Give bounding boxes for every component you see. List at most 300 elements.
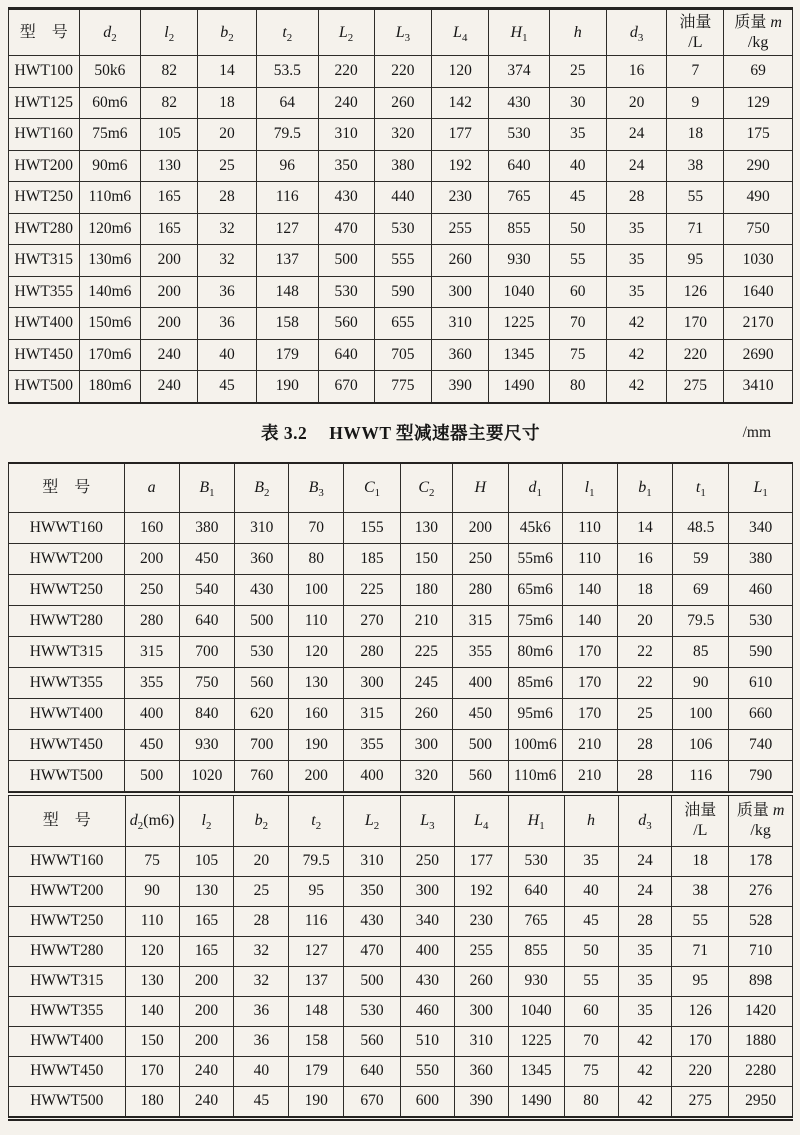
value-cell: 170 [562, 698, 617, 729]
value-cell: 45 [234, 1086, 289, 1118]
value-cell: 59 [673, 543, 729, 574]
value-cell: 210 [400, 605, 452, 636]
value-cell: 250 [452, 543, 508, 574]
value-cell: 126 [667, 276, 724, 308]
value-cell: 245 [400, 667, 452, 698]
value-cell: 790 [729, 760, 793, 791]
value-cell: 155 [344, 512, 401, 543]
value-cell: 100m6 [508, 729, 562, 760]
model-cell: HWT450 [9, 339, 80, 371]
value-cell: 82 [141, 56, 198, 88]
value-cell: 177 [432, 119, 489, 151]
value-cell: 18 [617, 574, 673, 605]
model-cell: HWT500 [9, 371, 80, 403]
value-cell: 240 [318, 87, 374, 119]
value-cell: 440 [374, 182, 432, 214]
value-cell: 200 [141, 308, 198, 340]
value-cell: 360 [454, 1056, 508, 1086]
value-cell: 275 [667, 371, 724, 403]
value-cell: 230 [432, 182, 489, 214]
value-cell: 25 [234, 876, 289, 906]
value-cell: 35 [618, 936, 672, 966]
column-header: $t_1$ [673, 463, 729, 513]
table-row [9, 876, 793, 906]
table-row [9, 1056, 793, 1086]
value-cell: 45 [198, 371, 257, 403]
model-cell: HWT100 [9, 56, 80, 88]
value-cell: 120 [125, 936, 179, 966]
value-cell: 310 [318, 119, 374, 151]
value-cell: 53.5 [256, 56, 318, 88]
value-cell: 130 [400, 512, 452, 543]
value-cell: 75 [125, 846, 179, 876]
value-cell: 670 [344, 1086, 401, 1118]
model-cell: HWT315 [9, 245, 80, 277]
model-cell: HWWT450 [9, 729, 125, 760]
value-cell: 380 [179, 512, 235, 543]
value-cell: 1020 [179, 760, 235, 791]
value-cell: 50 [549, 213, 606, 245]
header-row [9, 9, 793, 56]
table-row [9, 87, 793, 119]
value-cell: 1420 [729, 996, 793, 1026]
value-cell: 1345 [489, 339, 550, 371]
value-cell: 95 [672, 966, 729, 996]
value-cell: 160 [124, 512, 179, 543]
table-row [9, 339, 793, 371]
value-cell: 110 [562, 543, 617, 574]
value-cell: 300 [400, 729, 452, 760]
value-cell: 25 [198, 150, 257, 182]
value-cell: 150 [125, 1026, 179, 1056]
value-cell: 40 [198, 339, 257, 371]
value-cell: 110 [125, 906, 179, 936]
model-cell: HWWT355 [9, 996, 126, 1026]
value-cell: 55 [564, 966, 618, 996]
column-header: 油量 /L [672, 794, 729, 847]
value-cell: 350 [344, 876, 401, 906]
value-cell: 1880 [729, 1026, 793, 1056]
value-cell: 2280 [729, 1056, 793, 1086]
value-cell: 20 [606, 87, 667, 119]
table-row [9, 846, 793, 876]
value-cell: 530 [344, 996, 401, 1026]
value-cell: 855 [489, 213, 550, 245]
value-cell: 25 [617, 698, 673, 729]
column-header: 质量 m /kg [729, 794, 793, 847]
column-header: 质量 m /kg [724, 9, 793, 56]
table-row [9, 936, 793, 966]
value-cell: 106 [673, 729, 729, 760]
table-row [9, 636, 793, 667]
table-row [9, 245, 793, 277]
value-cell: 32 [198, 213, 257, 245]
value-cell: 22 [617, 636, 673, 667]
value-cell: 130m6 [79, 245, 141, 277]
value-cell: 116 [673, 760, 729, 791]
value-cell: 200 [141, 245, 198, 277]
value-cell: 179 [289, 1056, 344, 1086]
value-cell: 170 [562, 667, 617, 698]
value-cell: 129 [724, 87, 793, 119]
table-row [9, 574, 793, 605]
value-cell: 400 [344, 760, 401, 791]
value-cell: 30 [549, 87, 606, 119]
value-cell: 75m6 [508, 605, 562, 636]
value-cell: 130 [179, 876, 234, 906]
value-cell: 700 [235, 729, 289, 760]
value-cell: 430 [400, 966, 454, 996]
table-caption-title: HWWT 型减速器主要尺寸 [329, 423, 541, 443]
value-cell: 7 [667, 56, 724, 88]
value-cell: 700 [179, 636, 235, 667]
value-cell: 79.5 [289, 846, 344, 876]
value-cell: 18 [672, 846, 729, 876]
table-row [9, 56, 793, 88]
value-cell: 620 [235, 698, 289, 729]
value-cell: 898 [729, 966, 793, 996]
column-header: $t_2$ [289, 794, 344, 847]
value-cell: 260 [374, 87, 432, 119]
value-cell: 130 [289, 667, 344, 698]
value-cell: 380 [374, 150, 432, 182]
value-cell: 20 [234, 846, 289, 876]
table-row [9, 966, 793, 996]
value-cell: 460 [729, 574, 793, 605]
value-cell: 374 [489, 56, 550, 88]
value-cell: 450 [179, 543, 235, 574]
value-cell: 35 [606, 245, 667, 277]
value-cell: 95 [289, 876, 344, 906]
value-cell: 3410 [724, 371, 793, 403]
value-cell: 590 [374, 276, 432, 308]
column-header: $l_2$ [179, 794, 234, 847]
value-cell: 35 [618, 996, 672, 1026]
value-cell: 22 [617, 667, 673, 698]
value-cell: 158 [256, 308, 318, 340]
value-cell: 430 [344, 906, 401, 936]
value-cell: 48.5 [673, 512, 729, 543]
value-cell: 610 [729, 667, 793, 698]
value-cell: 158 [289, 1026, 344, 1056]
value-cell: 130 [125, 966, 179, 996]
table-caption-text [261, 420, 540, 445]
value-cell: 300 [344, 667, 401, 698]
value-cell: 50 [564, 936, 618, 966]
value-cell: 2950 [729, 1086, 793, 1118]
model-cell: HWWT280 [9, 605, 125, 636]
value-cell: 40 [234, 1056, 289, 1086]
column-header: a [124, 463, 179, 513]
value-cell: 127 [289, 936, 344, 966]
model-cell: HWT200 [9, 150, 80, 182]
table-row [9, 150, 793, 182]
value-cell: 260 [400, 698, 452, 729]
value-cell: 110 [562, 512, 617, 543]
table-row [9, 906, 793, 936]
value-cell: 315 [452, 605, 508, 636]
value-cell: 430 [318, 182, 374, 214]
value-cell: 530 [374, 213, 432, 245]
value-cell: 127 [256, 213, 318, 245]
value-cell: 28 [618, 906, 672, 936]
value-cell: 655 [374, 308, 432, 340]
value-cell: 340 [400, 906, 454, 936]
value-cell: 200 [179, 1026, 234, 1056]
column-header: 油量 /L [667, 9, 724, 56]
value-cell: 95 [667, 245, 724, 277]
column-header: $L_2$ [318, 9, 374, 56]
value-cell: 190 [289, 1086, 344, 1118]
value-cell: 310 [235, 512, 289, 543]
value-cell: 315 [344, 698, 401, 729]
value-cell: 180m6 [79, 371, 141, 403]
value-cell: 775 [374, 371, 432, 403]
column-header: $l_2$ [141, 9, 198, 56]
value-cell: 105 [141, 119, 198, 151]
value-cell: 192 [432, 150, 489, 182]
column-header: $d_2(m6)$ [125, 794, 179, 847]
value-cell: 270 [344, 605, 401, 636]
table-row [9, 605, 793, 636]
value-cell: 45 [549, 182, 606, 214]
value-cell: 170m6 [79, 339, 141, 371]
value-cell: 220 [672, 1056, 729, 1086]
value-cell: 137 [256, 245, 318, 277]
value-cell: 290 [724, 150, 793, 182]
value-cell: 142 [432, 87, 489, 119]
value-cell: 500 [344, 966, 401, 996]
value-cell: 148 [256, 276, 318, 308]
value-cell: 60m6 [79, 87, 141, 119]
column-header: $H_1$ [489, 9, 550, 56]
value-cell: 55m6 [508, 543, 562, 574]
value-cell: 705 [374, 339, 432, 371]
value-cell: 130 [141, 150, 198, 182]
value-cell: 137 [289, 966, 344, 996]
value-cell: 930 [508, 966, 564, 996]
value-cell: 18 [198, 87, 257, 119]
value-cell: 280 [124, 605, 179, 636]
column-header: $d_3$ [618, 794, 672, 847]
table-row [9, 371, 793, 403]
value-cell: 200 [179, 996, 234, 1026]
value-cell: 24 [606, 119, 667, 151]
value-cell: 55 [667, 182, 724, 214]
table-row [9, 996, 793, 1026]
hwwt-main-dimensions-table [8, 462, 793, 792]
header-row [9, 463, 793, 513]
column-header: $d_3$ [606, 9, 667, 56]
value-cell: 670 [318, 371, 374, 403]
value-cell: 470 [344, 936, 401, 966]
column-header: $L_4$ [454, 794, 508, 847]
value-cell: 32 [234, 936, 289, 966]
value-cell: 96 [256, 150, 318, 182]
value-cell: 250 [400, 846, 454, 876]
value-cell: 500 [124, 760, 179, 791]
value-cell: 560 [235, 667, 289, 698]
model-cell: HWWT160 [9, 512, 125, 543]
value-cell: 355 [124, 667, 179, 698]
value-cell: 150m6 [79, 308, 141, 340]
value-cell: 320 [374, 119, 432, 151]
value-cell: 2690 [724, 339, 793, 371]
value-cell: 530 [729, 605, 793, 636]
value-cell: 855 [508, 936, 564, 966]
value-cell: 550 [400, 1056, 454, 1086]
value-cell: 500 [318, 245, 374, 277]
value-cell: 35 [606, 213, 667, 245]
model-cell: HWWT400 [9, 1026, 126, 1056]
value-cell: 75 [564, 1056, 618, 1086]
value-cell: 460 [400, 996, 454, 1026]
hwwt-shaft-dimensions-table [8, 792, 793, 1121]
value-cell: 70 [549, 308, 606, 340]
column-header: $b_1$ [617, 463, 673, 513]
value-cell: 32 [234, 966, 289, 996]
table-caption-number: 表 3.2 [260, 423, 308, 443]
value-cell: 79.5 [256, 119, 318, 151]
table-row [9, 182, 793, 214]
value-cell: 560 [452, 760, 508, 791]
column-header: $B_3$ [289, 463, 344, 513]
value-cell: 170 [562, 636, 617, 667]
value-cell: 110m6 [508, 760, 562, 791]
value-cell: 40 [549, 150, 606, 182]
model-cell: HWWT400 [9, 698, 125, 729]
value-cell: 276 [729, 876, 793, 906]
model-cell: HWWT315 [9, 636, 125, 667]
column-header: h [564, 794, 618, 847]
value-cell: 42 [606, 371, 667, 403]
value-cell: 100 [289, 574, 344, 605]
value-cell: 148 [289, 996, 344, 1026]
column-header: H [452, 463, 508, 513]
value-cell: 450 [452, 698, 508, 729]
table-caption-unit: /mm [742, 423, 771, 441]
value-cell: 450 [124, 729, 179, 760]
value-cell: 640 [489, 150, 550, 182]
value-cell: 42 [618, 1086, 672, 1118]
model-cell: HWT280 [9, 213, 80, 245]
value-cell: 35 [549, 119, 606, 151]
value-cell: 280 [452, 574, 508, 605]
value-cell: 120 [289, 636, 344, 667]
value-cell: 25 [549, 56, 606, 88]
value-cell: 255 [454, 936, 508, 966]
value-cell: 250 [124, 574, 179, 605]
value-cell: 310 [454, 1026, 508, 1056]
value-cell: 18 [667, 119, 724, 151]
value-cell: 170 [672, 1026, 729, 1056]
value-cell: 140 [125, 996, 179, 1026]
value-cell: 555 [374, 245, 432, 277]
value-cell: 90 [125, 876, 179, 906]
value-cell: 36 [234, 996, 289, 1026]
value-cell: 240 [179, 1056, 234, 1086]
value-cell: 930 [489, 245, 550, 277]
value-cell: 170 [667, 308, 724, 340]
value-cell: 80 [564, 1086, 618, 1118]
value-cell: 71 [667, 213, 724, 245]
column-header: $b_2$ [198, 9, 257, 56]
value-cell: 60 [549, 276, 606, 308]
value-cell: 240 [179, 1086, 234, 1118]
value-cell: 24 [606, 150, 667, 182]
value-cell: 70 [289, 512, 344, 543]
value-cell: 28 [617, 760, 673, 791]
model-cell: HWWT160 [9, 846, 126, 876]
model-cell: HWWT280 [9, 936, 126, 966]
value-cell: 80 [289, 543, 344, 574]
table-row [9, 760, 793, 791]
value-cell: 24 [618, 876, 672, 906]
value-cell: 710 [729, 936, 793, 966]
value-cell: 280 [344, 636, 401, 667]
column-header: $B_1$ [179, 463, 235, 513]
value-cell: 32 [198, 245, 257, 277]
value-cell: 1040 [508, 996, 564, 1026]
model-cell: HWWT200 [9, 876, 126, 906]
table-row [9, 543, 793, 574]
value-cell: 35 [618, 966, 672, 996]
value-cell: 220 [318, 56, 374, 88]
value-cell: 140 [562, 605, 617, 636]
column-header: 型 号 [9, 463, 125, 513]
model-cell: HWT355 [9, 276, 80, 308]
model-cell: HWWT500 [9, 1086, 126, 1118]
value-cell: 116 [256, 182, 318, 214]
value-cell: 1030 [724, 245, 793, 277]
value-cell: 360 [235, 543, 289, 574]
value-cell: 55 [672, 906, 729, 936]
column-header: h [549, 9, 606, 56]
value-cell: 24 [618, 846, 672, 876]
value-cell: 42 [606, 339, 667, 371]
value-cell: 75 [549, 339, 606, 371]
value-cell: 28 [198, 182, 257, 214]
value-cell: 140m6 [79, 276, 141, 308]
value-cell: 760 [235, 760, 289, 791]
value-cell: 190 [256, 371, 318, 403]
value-cell: 116 [289, 906, 344, 936]
value-cell: 490 [724, 182, 793, 214]
value-cell: 192 [454, 876, 508, 906]
value-cell: 1345 [508, 1056, 564, 1086]
value-cell: 640 [179, 605, 235, 636]
table-row [9, 276, 793, 308]
value-cell: 390 [454, 1086, 508, 1118]
table-row [9, 512, 793, 543]
value-cell: 500 [452, 729, 508, 760]
value-cell: 1225 [489, 308, 550, 340]
value-cell: 240 [141, 339, 198, 371]
value-cell: 177 [454, 846, 508, 876]
value-cell: 36 [234, 1026, 289, 1056]
value-cell: 36 [198, 276, 257, 308]
value-cell: 255 [432, 213, 489, 245]
value-cell: 200 [179, 966, 234, 996]
column-header: $t_2$ [256, 9, 318, 56]
value-cell: 200 [452, 512, 508, 543]
table-row [9, 1026, 793, 1056]
value-cell: 400 [124, 698, 179, 729]
value-cell: 470 [318, 213, 374, 245]
table-row [9, 119, 793, 151]
value-cell: 82 [141, 87, 198, 119]
column-header: $L_3$ [374, 9, 432, 56]
